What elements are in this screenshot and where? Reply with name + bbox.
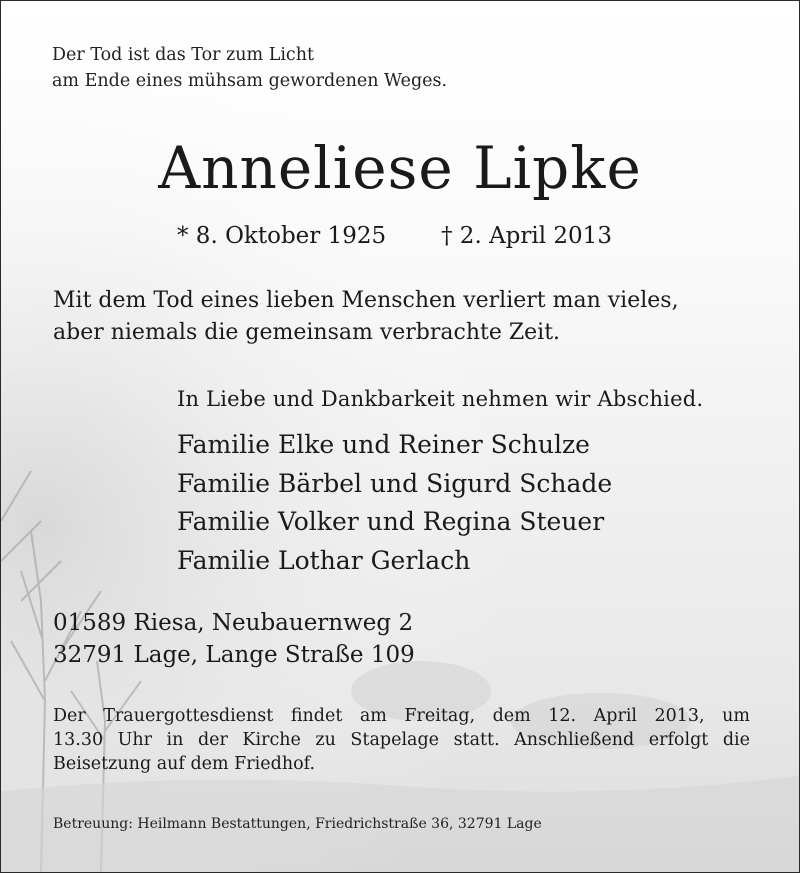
address-line: 32791 Lage, Lange Straße 109 [53,642,415,668]
service-line: 13.30 Uhr in der Kirche zu Stapelage statt. Anschließend erfolgt die [53,730,750,750]
motto-line: Der Tod ist das Tor zum Licht [52,45,315,65]
address-block [53,607,415,671]
motto [52,42,447,94]
address-line: 01589 Riesa, Neubauernweg 2 [53,610,414,636]
family-name: Familie Volker und Regina Steuer [177,507,605,536]
funeral-service-info [53,704,750,776]
memorial-quote [53,285,750,349]
death-date: † 2. April 2013 [441,223,612,249]
family-list [177,426,612,580]
quote-line: Mit dem Tod eines lieben Menschen verliert man vieles, [53,288,679,313]
birth-date: * 8. Oktober 1925 [177,223,387,249]
service-line: Der Trauergottesdienst findet am Freitag, dem 12. April 2013, um [53,706,750,726]
service-line: Beisetzung auf dem Friedhof. [53,754,316,774]
deceased-name: Anneliese Lipke [158,134,642,202]
motto-line: am Ende eines mühsam gewordenen Weges. [52,71,448,91]
funeral-home-credit: Betreuung: Heilmann Bestattungen, Friedrichstraße 36, 32791 Lage [53,816,542,832]
quote-line: aber niemals die gemeinsam verbrachte Zeit. [53,320,561,345]
family-name: Familie Bärbel und Sigurd Schade [177,468,613,498]
family-name: Familie Elke und Reiner Schulze [177,430,590,459]
farewell-text: In Liebe und Dankbarkeit nehmen wir Abschied. [177,387,704,411]
family-name: Familie Lothar Gerlach [177,545,471,575]
